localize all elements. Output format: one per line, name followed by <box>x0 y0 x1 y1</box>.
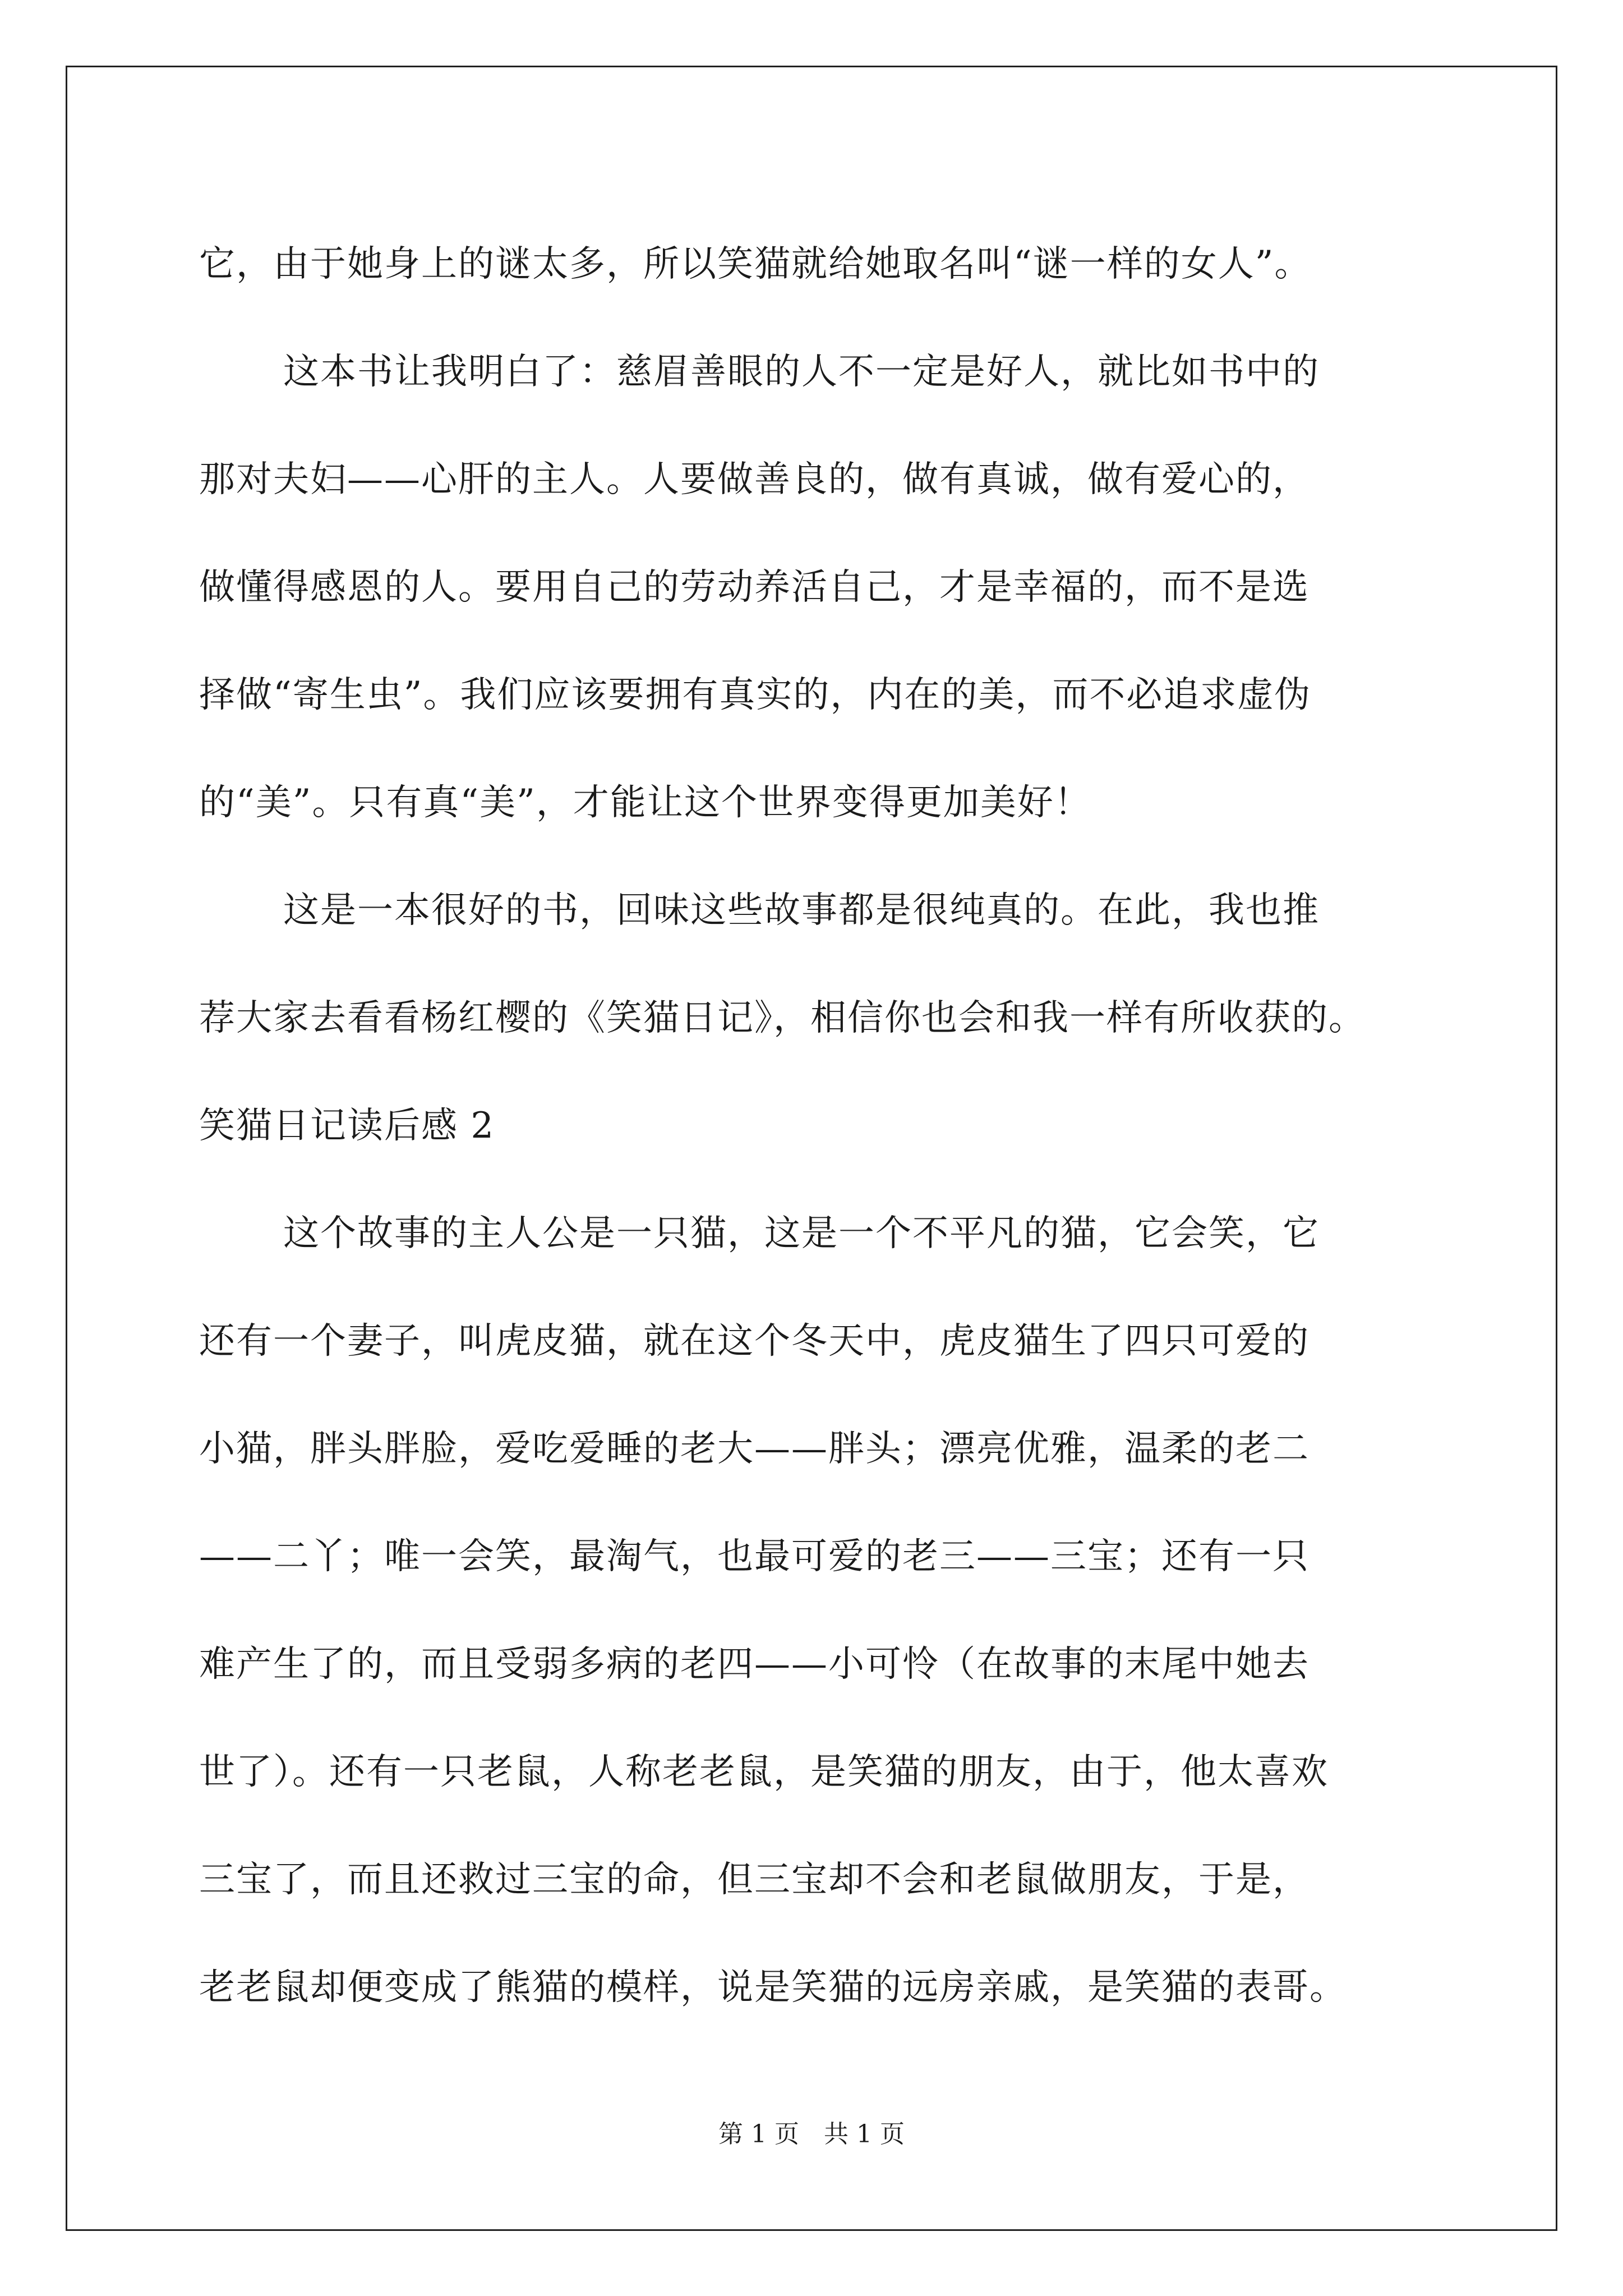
page-footer: 第 1 页 共 1 页 <box>718 2120 905 2148</box>
paragraph-start-line: 这本书让我明白了：慈眉善眼的人不一定是好人，就比如书中的 <box>283 351 1320 393</box>
text-line: 小猫，胖头胖脸，爱吃爱睡的老大——胖头；漂亮优雅，温柔的老二 <box>199 1428 1310 1470</box>
document-body <box>199 210 1433 2041</box>
text-line: 那对夫妇——心肝的主人。人要做善良的，做有真诚，做有爱心的， <box>199 459 1310 500</box>
text-line: ——二丫；唯一会笑，最淘气，也最可爱的老三——三宝；还有一只 <box>199 1536 1310 1577</box>
text-line: 还有一个妻子，叫虎皮猫，就在这个冬天中，虎皮猫生了四只可爱的 <box>199 1320 1310 1362</box>
text-line: 老老鼠却便变成了熊猫的模样，说是笑猫的远房亲戚，是笑猫的表哥。 <box>199 1967 1347 2008</box>
text-line: 它，由于她身上的谜太多，所以笑猫就给她取名叫“谜一样的女人”。 <box>199 243 1312 285</box>
text-line: 荐大家去看看杨红樱的《笑猫日记》，相信你也会和我一样有所收获的。 <box>199 997 1366 1039</box>
text-line: 做懂得感恩的人。要用自己的劳动养活自己，才是幸福的，而不是选 <box>199 567 1310 608</box>
text-line: 难产生了的，而且受弱多病的老四——小可怜（在故事的末尾中她去 <box>199 1644 1310 1685</box>
text-line: 世了）。还有一只老鼠，人称老老鼠，是笑猫的朋友，由于，他太喜欢 <box>199 1751 1329 1793</box>
paragraph-start-line: 这是一本很好的书，回味这些故事都是很纯真的。在此，我也推 <box>283 890 1320 931</box>
section-heading: 笑猫日记读后感 2 <box>199 1105 495 1147</box>
text-line: 三宝了，而且还救过三宝的命，但三宝却不会和老鼠做朋友，于是， <box>199 1859 1310 1901</box>
paragraph-start-line: 这个故事的主人公是一只猫，这是一个不平凡的猫，它会笑，它 <box>283 1213 1320 1254</box>
text-line: 的“美”。只有真“美”，才能让这个世界变得更加美好！ <box>199 782 1091 823</box>
text-line: 择做“寄生虫”。我们应该要拥有真实的，内在的美，而不必追求虚伪 <box>199 674 1312 716</box>
